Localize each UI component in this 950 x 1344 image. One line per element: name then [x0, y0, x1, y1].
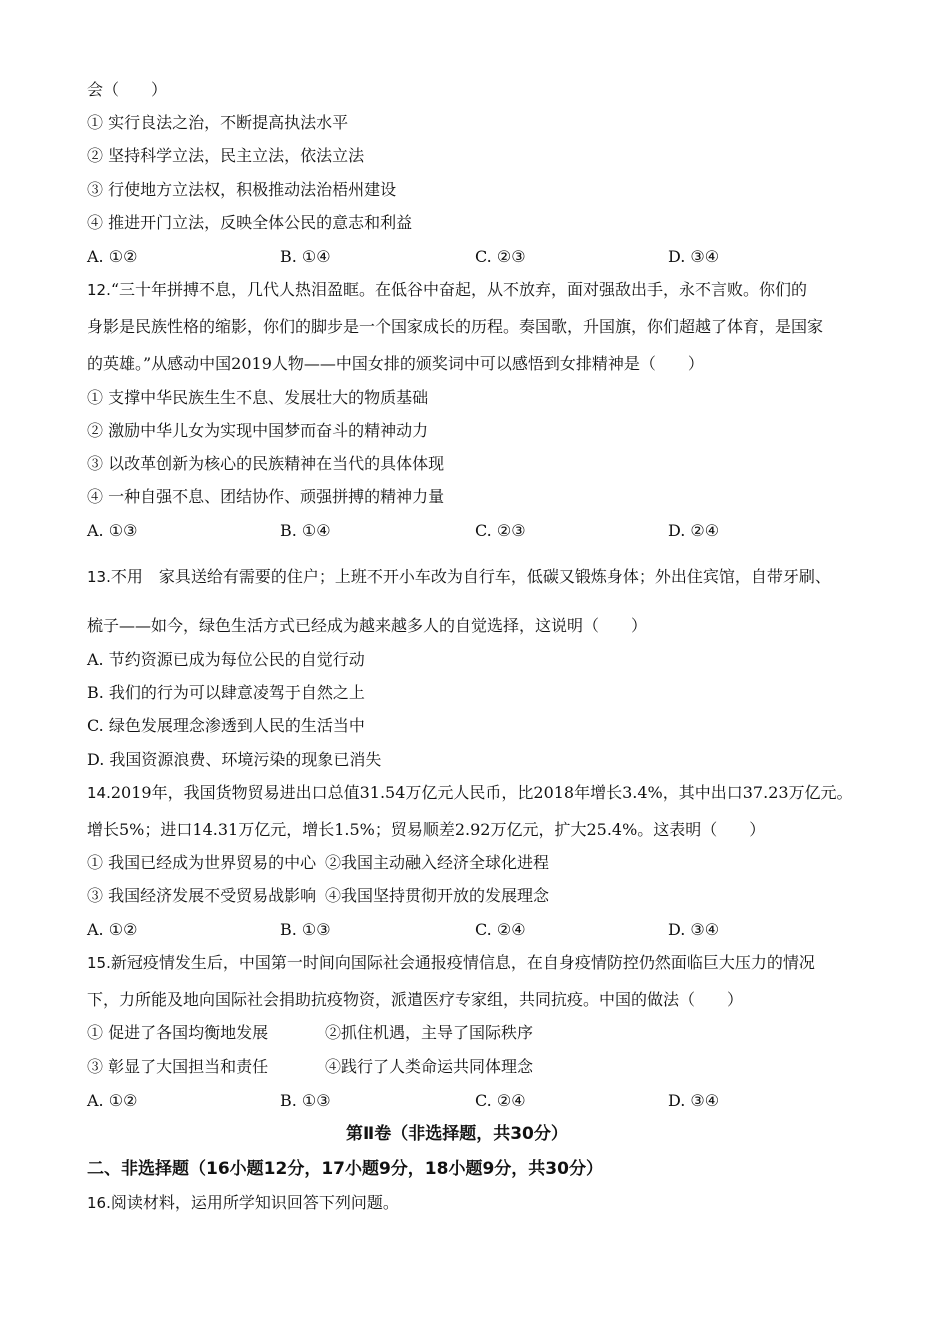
q11-option-b[interactable]: B. ①④ — [280, 247, 331, 266]
q13-option-c[interactable]: C. 绿色发展理念渗透到人民的生活当中 — [87, 716, 365, 735]
q14-number: 14. — [87, 784, 111, 802]
q13-option-a[interactable]: A. 节约资源已成为每位公民的自觉行动 — [87, 650, 365, 669]
q14-items-row-1 — [87, 852, 887, 874]
q15-item-4: ④践行了人类命运共同体理念 — [325, 1057, 534, 1076]
q15-stem-line-1 — [87, 952, 815, 974]
q16-stem — [87, 1192, 399, 1214]
q13-option-b[interactable]: B. 我们的行为可以肆意凌驾于自然之上 — [87, 683, 365, 702]
q13-stem-line-1 — [87, 566, 831, 588]
q12-stem-line-1 — [87, 279, 807, 301]
q12-option-c[interactable]: C. ②③ — [475, 521, 526, 540]
q14-option-d[interactable]: D. ③④ — [668, 920, 720, 939]
q12-number: 12. — [87, 281, 111, 299]
q11-option-c[interactable]: C. ②③ — [475, 247, 526, 266]
q15-option-c[interactable]: C. ②④ — [475, 1091, 526, 1110]
q15-stem-line-2: 下，力所能及地向国际社会捐助抗疫物资，派遣医疗专家组，共同抗疫。中国的做法（ ） — [87, 990, 744, 1009]
q12-stem-line-3: 的英雄。”从感动中国2019人物——中国女排的颁奖词中可以感悟到女排精神是（ ） — [87, 354, 704, 373]
q15-option-d[interactable]: D. ③④ — [668, 1091, 720, 1110]
q11-option-d[interactable]: D. ③④ — [668, 247, 720, 266]
q14-options — [87, 919, 887, 941]
q14-option-a[interactable]: A. ①② — [87, 920, 138, 939]
q14-items-row-2 — [87, 885, 887, 907]
q15-option-a[interactable]: A. ①② — [87, 1091, 138, 1110]
q12-option-d[interactable]: D. ②④ — [668, 521, 720, 540]
q13-option-d[interactable]: D. 我国资源浪费、环境污染的现象已消失 — [87, 750, 382, 769]
q15-options — [87, 1090, 887, 1112]
q11-stem-tail: 会（ ） — [87, 80, 168, 99]
q14-item-2: ②我国主动融入经济全球化进程 — [325, 853, 550, 872]
q12-stem-line-2: 身影是民族性格的缩影，你们的脚步是一个国家成长的历程。奏国歌，升国旗，你们超越了体育，是国家 — [87, 317, 824, 336]
q11-item-4: ④ 推进开门立法，反映全体公民的意志和利益 — [87, 213, 413, 232]
q12-option-b[interactable]: B. ①④ — [280, 521, 331, 540]
q14-option-c[interactable]: C. ②④ — [475, 920, 526, 939]
q15-items-row-1 — [87, 1022, 887, 1044]
q13-stem-line-2: 梳子——如今，绿色生活方式已经成为越来越多人的自觉选择，这说明（ ） — [87, 616, 648, 635]
q16-number: 16. — [87, 1194, 111, 1212]
q12-options — [87, 520, 887, 542]
q12-stem-text-1: “三十年拼搏不息，几代人热泪盈眶。在低谷中奋起，从不放弃，面对强敌出手，永不言败。你们的 — [110, 280, 808, 299]
section2-title: 第Ⅱ卷（非选择题，共30分） — [346, 1124, 568, 1144]
q12-item-2: ② 激励中华儿女为实现中国梦而奋斗的精神动力 — [87, 421, 429, 440]
q12-item-3: ③ 以改革创新为核心的民族精神在当代的具体体现 — [87, 454, 445, 473]
q13-stem-text-1: 不用 家具送给有需要的住户；上班不开小车改为自行车，低碳又锻炼身体；外出住宾馆，自带牙刷、 — [110, 567, 831, 586]
q12-item-4: ④ 一种自强不息、团结协作、顽强拼搏的精神力量 — [87, 487, 445, 506]
q11-item-3: ③ 行使地方立法权，积极推动法治梧州建设 — [87, 180, 397, 199]
q14-stem-line-1 — [87, 782, 853, 804]
q15-option-b[interactable]: B. ①③ — [280, 1091, 331, 1110]
q14-item-3: ③ 我国经济发展不受贸易战影响 — [87, 886, 317, 905]
q11-option-a[interactable]: A. ①② — [87, 247, 138, 266]
q12-option-a[interactable]: A. ①③ — [87, 521, 138, 540]
q14-stem-text-1: 2019年，我国货物贸易进出口总值31.54万亿元人民币，比2018年增长3.4%，其中出口37.23万亿元。 — [110, 783, 853, 802]
q11-options — [87, 246, 887, 268]
q15-stem-text-1: 新冠疫情发生后，中国第一时间向国际社会通报疫情信息，在自身疫情防控仍然面临巨大压力的情况 — [110, 953, 815, 972]
q14-item-4: ④我国坚持贯彻开放的发展理念 — [325, 886, 550, 905]
q15-number: 15. — [87, 954, 111, 972]
q16-stem-text: 阅读材料，运用所学知识回答下列问题。 — [110, 1193, 399, 1212]
q15-items-row-2 — [87, 1056, 887, 1078]
q14-stem-line-2: 增长5%；进口14.31万亿元，增长1.5%；贸易顺差2.92万亿元，扩大25.4%。这表明（ ） — [87, 820, 766, 839]
q15-item-3: ③ 彰显了大国担当和责任 — [87, 1057, 269, 1076]
q13-number: 13. — [87, 568, 111, 586]
q15-item-1: ① 促进了各国均衡地发展 — [87, 1023, 269, 1042]
q11-item-1: ① 实行良法之治，不断提高执法水平 — [87, 113, 349, 132]
q12-item-1: ① 支撑中华民族生生不息、发展壮大的物质基础 — [87, 388, 429, 407]
q11-item-2: ② 坚持科学立法，民主立法，依法立法 — [87, 146, 365, 165]
section2-heading: 二、非选择题（16小题12分，17小题9分，18小题9分，共30分） — [87, 1159, 603, 1179]
q14-option-b[interactable]: B. ①③ — [280, 920, 331, 939]
q14-item-1: ① 我国已经成为世界贸易的中心 — [87, 853, 317, 872]
q15-item-2: ②抓住机遇，主导了国际秩序 — [325, 1023, 534, 1042]
